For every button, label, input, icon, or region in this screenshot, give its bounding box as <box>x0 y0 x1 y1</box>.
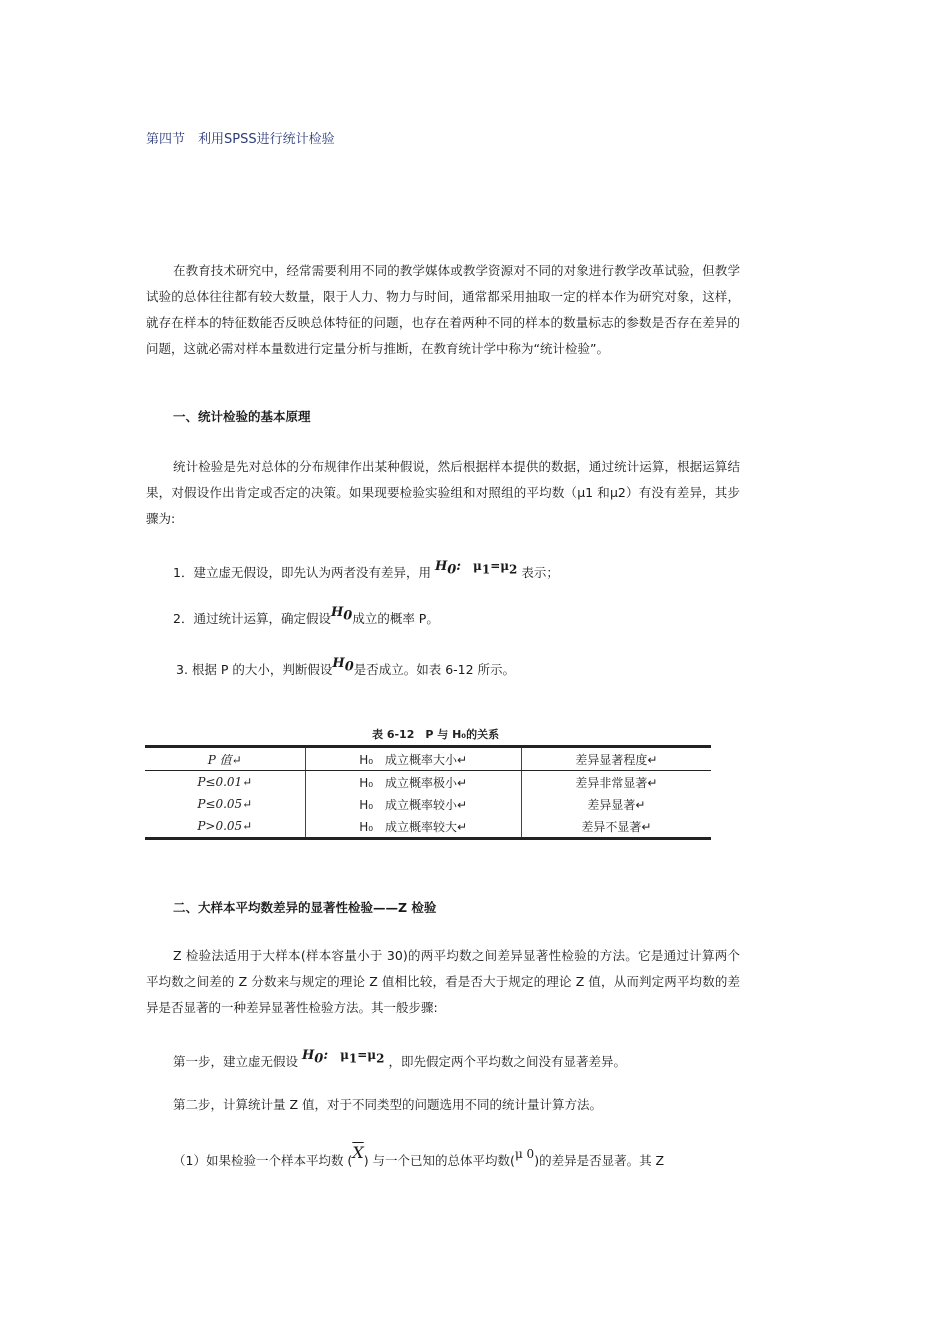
z-step1-text-after: ，即先假定两个平均数之间没有显著差异。 <box>388 1054 626 1069</box>
step3-text-before: 3. 根据 P 的大小，判断假设 <box>176 662 333 677</box>
section1-paragraph: 统计检验是先对总体的分布规律作出某种假说，然后根据样本提供的数据，通过统计运算，根据运算结果，对假设作出肯定或否定的决策。如果现要检验实验组和对照组的平均数（μ1 和μ2）有没有差异，其步骤为: <box>146 459 740 526</box>
header-h0-probability: H₀ 成立概率大小↵ <box>305 747 521 771</box>
h0-symbol: $H_0$ <box>332 656 354 675</box>
page-title: 第四节 利用SPSS进行统计检验 <box>146 132 335 147</box>
table-cell: P≤0.01↵ <box>145 771 305 794</box>
intro-paragraph: 在教育技术研究中，经常需要利用不同的教学媒体或教学资源对不同的对象进行教学改革试验，但教学试验的总体往往都有较大数量，限于人力、物力与时间，通常都采用抽取一定的样本作为研究对象，这样，就存在样本的特征数能否反映总体特征的问题，也存在着两种不同的样本的数量标志的参数是否存在差异的问题，这就必需对样本量数进行定量分析与推断，在教育统计学中称为“统计检验”。 <box>146 263 740 356</box>
h0-symbol: $H_0$ <box>330 605 353 624</box>
sample-mean-symbol: $\overline{X}$ <box>352 1143 364 1162</box>
z-item1-text-b: ) 与一个已知的总体平均数( <box>363 1153 515 1168</box>
section2-paragraph: Z 检验法适用于大样本(样本容量小于 30)的两平均数之间差异显著性检验的方法。它是通过计算两个平均数之间差的 Z 分数来与规定的理论 Z 值相比较，看是否大于规定的理论 Z 值，从而判定两平均数的差异是否显著的一种差异显著性检验方法。其一般步骤: <box>146 948 740 1015</box>
step1-text-after: 表示； <box>521 565 559 580</box>
step1-line <box>173 559 559 585</box>
population-mean-symbol: μ 0 <box>514 1147 535 1161</box>
z-item1-text-a: （1）如果检验一个样本平均数 ( <box>173 1153 353 1168</box>
table-cell: H₀ 成立概率较小↵ <box>305 793 521 815</box>
table-caption: 表 6-12 P 与 H₀的关系 <box>372 728 500 741</box>
z-item1-line <box>173 1143 665 1169</box>
table-cell: H₀ 成立概率较大↵ <box>305 815 521 839</box>
null-hypothesis-formula: $H_0$: $\mu_1=\mu_2$ <box>302 1048 385 1067</box>
section1-heading: 一、统计检验的基本原理 <box>173 409 311 424</box>
table-cell: 差异非常显著↵ <box>575 775 658 790</box>
section2-heading: 二、大样本平均数差异的显著性检验——Z 检验 <box>173 900 437 915</box>
step3-text-after: 是否成立。如表 6-12 所示。 <box>353 662 516 677</box>
header-significance: 差异显著程度↵ <box>521 747 711 771</box>
z-step2-line: 第二步，计算统计量 Z 值，对于不同类型的问题选用不同的统计量计算方法。 <box>173 1097 603 1112</box>
header-p-value: P 值↵ <box>145 747 305 771</box>
table-row <box>145 815 711 839</box>
z-item1-text-c: )的差异是否显著。其 Z <box>534 1153 665 1168</box>
table-cell: 差异显著↵ <box>587 797 646 812</box>
step3-line <box>176 656 516 682</box>
z-step1-line <box>173 1048 626 1074</box>
table-cell: 差异不显著↵ <box>521 815 711 839</box>
null-hypothesis-formula: $H_0$: $\mu_1=\mu_2$ <box>434 559 518 578</box>
table-header-row <box>145 747 711 771</box>
step1-text-before: 1．建立虚无假设，即先认为两者没有差异，用 <box>173 565 431 580</box>
z-step1-text-before: 第一步，建立虚无假设 <box>173 1054 299 1069</box>
step2-line <box>173 605 439 631</box>
step2-text-before: 2．通过统计运算，确定假设 <box>173 611 331 626</box>
table-cell: H₀ 成立概率极小↵ <box>305 771 521 794</box>
table-row <box>145 793 711 815</box>
table-cell: P>0.05↵ <box>145 815 305 839</box>
p-h0-relation-table <box>145 745 711 840</box>
table-cell: P≤0.05↵ <box>145 793 305 815</box>
step2-text-after: 成立的概率 P。 <box>352 611 439 626</box>
table-row <box>145 771 711 794</box>
